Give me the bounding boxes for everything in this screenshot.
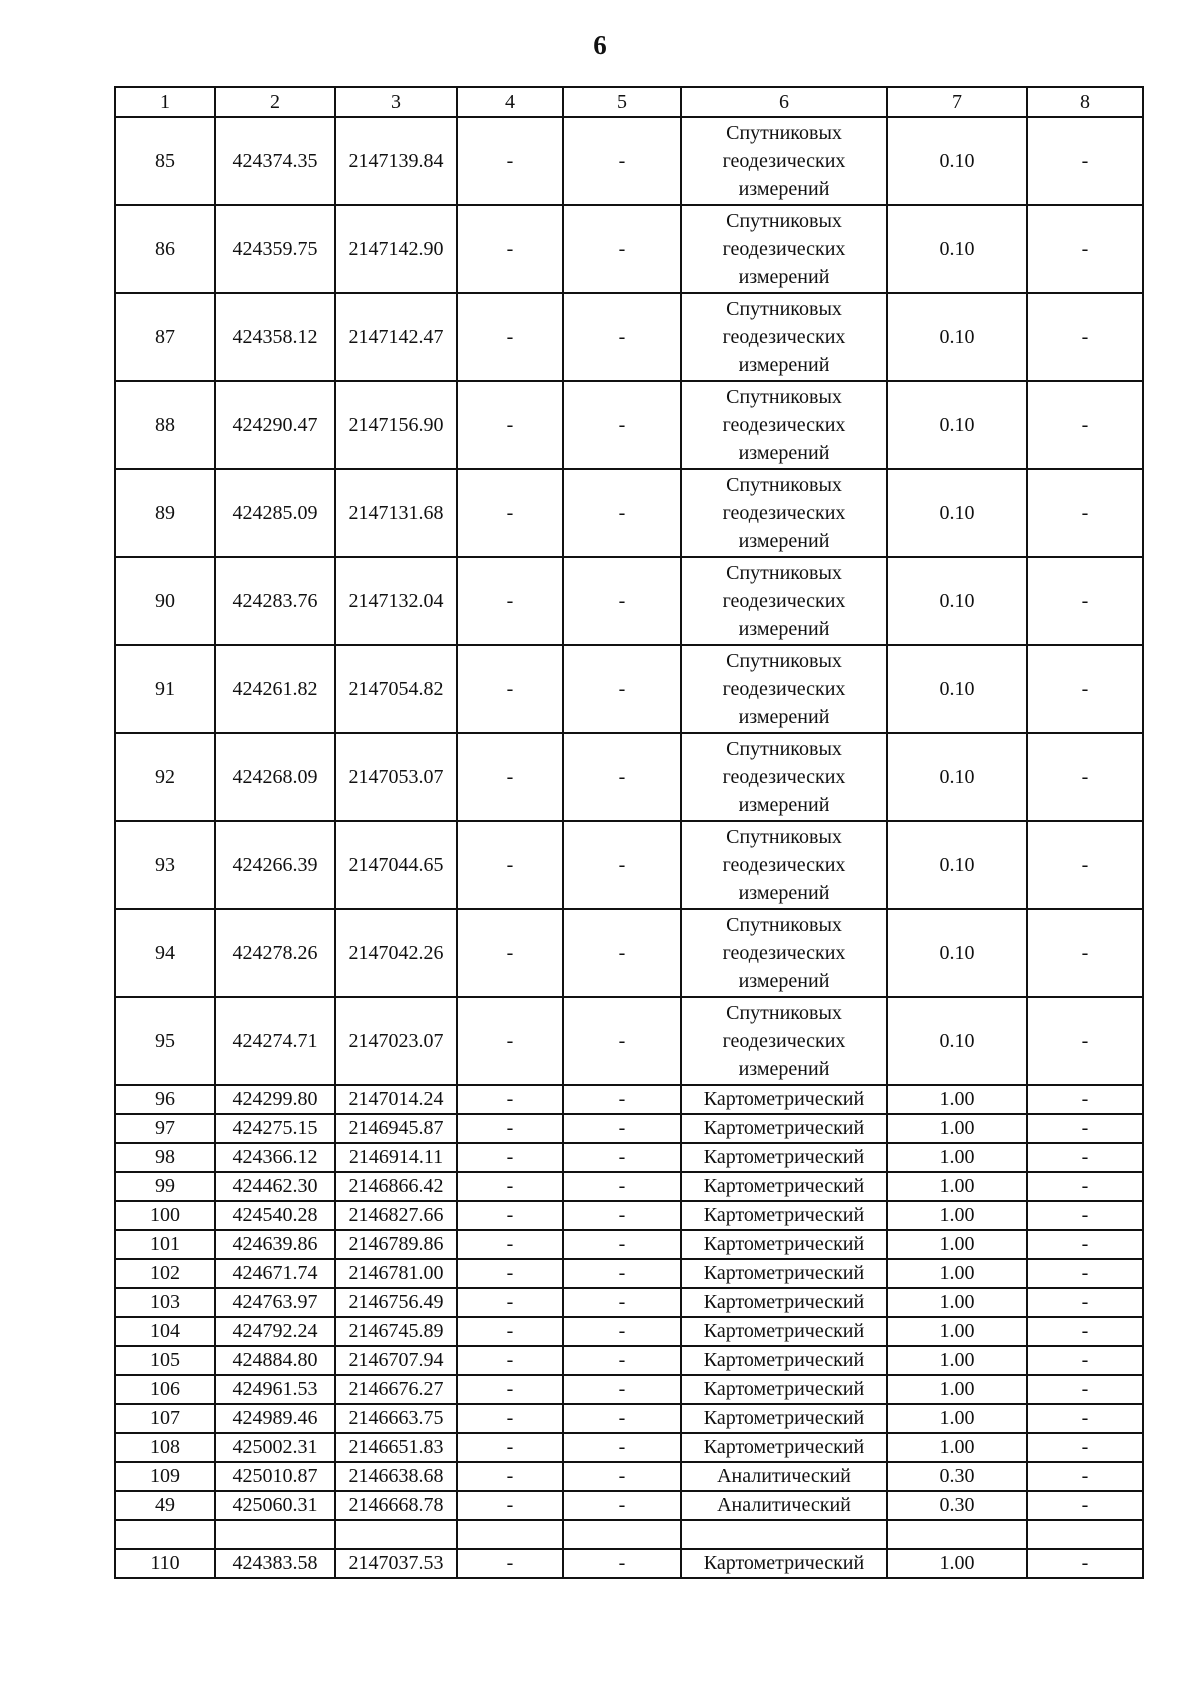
y-coordinate-cell: 2147014.24 <box>335 1085 457 1114</box>
y-coordinate-cell: 2147053.07 <box>335 733 457 821</box>
accuracy-cell: 0.30 <box>887 1491 1027 1520</box>
y-coordinate-cell: 2146707.94 <box>335 1346 457 1375</box>
col8-cell: - <box>1027 1549 1143 1578</box>
table-row <box>115 381 1143 469</box>
col5-cell: - <box>563 1549 681 1578</box>
col4-cell: - <box>457 1288 563 1317</box>
method-cell: Спутниковых геодезических измерений <box>681 557 887 645</box>
table-row <box>115 997 1143 1085</box>
point-number-cell: 95 <box>115 997 215 1085</box>
accuracy-cell: 1.00 <box>887 1114 1027 1143</box>
point-number-cell: 110 <box>115 1549 215 1578</box>
y-coordinate-cell: 2146945.87 <box>335 1114 457 1143</box>
point-number-cell: 87 <box>115 293 215 381</box>
col8-cell: - <box>1027 1114 1143 1143</box>
col5-cell: - <box>563 293 681 381</box>
x-coordinate-cell: 424671.74 <box>215 1259 335 1288</box>
method-cell: Картометрический <box>681 1143 887 1172</box>
col4-cell: - <box>457 1346 563 1375</box>
table-row <box>115 1317 1143 1346</box>
accuracy-cell: 0.10 <box>887 645 1027 733</box>
method-cell: Спутниковых геодезических измерений <box>681 909 887 997</box>
accuracy-cell: 0.10 <box>887 909 1027 997</box>
accuracy-cell: 1.00 <box>887 1085 1027 1114</box>
col8-cell: - <box>1027 821 1143 909</box>
column-header: 6 <box>681 87 887 117</box>
accuracy-cell: 0.10 <box>887 469 1027 557</box>
method-cell: Спутниковых геодезических измерений <box>681 821 887 909</box>
col8-cell: - <box>1027 293 1143 381</box>
method-cell: Картометрический <box>681 1114 887 1143</box>
method-cell: Картометрический <box>681 1172 887 1201</box>
col5-cell: - <box>563 1375 681 1404</box>
col4-cell: - <box>457 1201 563 1230</box>
point-number-cell: 98 <box>115 1143 215 1172</box>
accuracy-cell: 1.00 <box>887 1201 1027 1230</box>
col4-cell: - <box>457 1143 563 1172</box>
accuracy-cell: 1.00 <box>887 1230 1027 1259</box>
y-coordinate-cell: 2146781.00 <box>335 1259 457 1288</box>
y-coordinate-cell: 2146756.49 <box>335 1288 457 1317</box>
method-cell: Аналитический <box>681 1462 887 1491</box>
point-number-cell: 91 <box>115 645 215 733</box>
col5-cell: - <box>563 381 681 469</box>
point-number-cell: 100 <box>115 1201 215 1230</box>
col8-cell: - <box>1027 1433 1143 1462</box>
col4-cell: - <box>457 997 563 1085</box>
method-cell: Спутниковых геодезических измерений <box>681 645 887 733</box>
x-coordinate-cell: 425002.31 <box>215 1433 335 1462</box>
col5-cell: - <box>563 1143 681 1172</box>
table-row <box>115 645 1143 733</box>
col4-cell: - <box>457 1114 563 1143</box>
point-number-cell: 108 <box>115 1433 215 1462</box>
y-coordinate-cell: 2146789.86 <box>335 1230 457 1259</box>
table-row <box>115 1375 1143 1404</box>
col5-cell: - <box>563 1433 681 1462</box>
point-number-cell: 102 <box>115 1259 215 1288</box>
y-coordinate-cell: 2146745.89 <box>335 1317 457 1346</box>
x-coordinate-cell: 424763.97 <box>215 1288 335 1317</box>
method-cell: Картометрический <box>681 1288 887 1317</box>
x-coordinate-cell: 425010.87 <box>215 1462 335 1491</box>
col8-cell: - <box>1027 1143 1143 1172</box>
method-cell: Картометрический <box>681 1230 887 1259</box>
method-cell: Картометрический <box>681 1433 887 1462</box>
accuracy-cell: 1.00 <box>887 1317 1027 1346</box>
col4-cell: - <box>457 557 563 645</box>
col5-cell: - <box>563 1085 681 1114</box>
table-row <box>115 469 1143 557</box>
table-row <box>115 1143 1143 1172</box>
col8-cell: - <box>1027 1230 1143 1259</box>
col5-cell: - <box>563 469 681 557</box>
col4-cell: - <box>457 293 563 381</box>
accuracy-cell <box>887 1520 1027 1549</box>
x-coordinate-cell: 424366.12 <box>215 1143 335 1172</box>
column-header: 3 <box>335 87 457 117</box>
accuracy-cell: 1.00 <box>887 1346 1027 1375</box>
col5-cell: - <box>563 1462 681 1491</box>
table-row <box>115 1404 1143 1433</box>
col4-cell: - <box>457 205 563 293</box>
col8-cell: - <box>1027 1085 1143 1114</box>
x-coordinate-cell: 424285.09 <box>215 469 335 557</box>
table-header-row <box>115 87 1143 117</box>
accuracy-cell: 0.10 <box>887 117 1027 205</box>
x-coordinate-cell: 424884.80 <box>215 1346 335 1375</box>
method-cell <box>681 1520 887 1549</box>
accuracy-cell: 0.10 <box>887 821 1027 909</box>
x-coordinate-cell: 424961.53 <box>215 1375 335 1404</box>
col5-cell: - <box>563 1230 681 1259</box>
col5-cell: - <box>563 1346 681 1375</box>
col5-cell: - <box>563 1172 681 1201</box>
col8-cell <box>1027 1520 1143 1549</box>
point-number-cell: 97 <box>115 1114 215 1143</box>
col4-cell: - <box>457 1375 563 1404</box>
point-number-cell <box>115 1520 215 1549</box>
col5-cell: - <box>563 1317 681 1346</box>
table-row <box>115 1346 1143 1375</box>
point-number-cell: 105 <box>115 1346 215 1375</box>
method-cell: Картометрический <box>681 1346 887 1375</box>
x-coordinate-cell: 424792.24 <box>215 1317 335 1346</box>
y-coordinate-cell: 2146827.66 <box>335 1201 457 1230</box>
method-cell: Картометрический <box>681 1317 887 1346</box>
col4-cell: - <box>457 1462 563 1491</box>
table-row <box>115 1201 1143 1230</box>
col4-cell: - <box>457 909 563 997</box>
point-number-cell: 107 <box>115 1404 215 1433</box>
table-row <box>115 1085 1143 1114</box>
col4-cell: - <box>457 1172 563 1201</box>
method-cell: Спутниковых геодезических измерений <box>681 117 887 205</box>
col8-cell: - <box>1027 381 1143 469</box>
y-coordinate-cell: 2147037.53 <box>335 1549 457 1578</box>
col4-cell: - <box>457 1549 563 1578</box>
table-row <box>115 909 1143 997</box>
method-cell: Картометрический <box>681 1085 887 1114</box>
point-number-cell: 101 <box>115 1230 215 1259</box>
y-coordinate-cell: 2146668.78 <box>335 1491 457 1520</box>
col8-cell: - <box>1027 733 1143 821</box>
table-row <box>115 1114 1143 1143</box>
table-row <box>115 733 1143 821</box>
col8-cell: - <box>1027 1491 1143 1520</box>
col8-cell: - <box>1027 1375 1143 1404</box>
table-row <box>115 1433 1143 1462</box>
point-number-cell: 96 <box>115 1085 215 1114</box>
col5-cell: - <box>563 117 681 205</box>
table-row <box>115 293 1143 381</box>
col4-cell: - <box>457 1404 563 1433</box>
col4-cell: - <box>457 821 563 909</box>
table-row <box>115 1549 1143 1578</box>
point-number-cell: 90 <box>115 557 215 645</box>
method-cell: Спутниковых геодезических измерений <box>681 469 887 557</box>
accuracy-cell: 0.10 <box>887 557 1027 645</box>
accuracy-cell: 0.30 <box>887 1462 1027 1491</box>
col8-cell: - <box>1027 1201 1143 1230</box>
x-coordinate-cell: 424283.76 <box>215 557 335 645</box>
x-coordinate-cell: 424383.58 <box>215 1549 335 1578</box>
method-cell: Спутниковых геодезических измерений <box>681 293 887 381</box>
col4-cell: - <box>457 1259 563 1288</box>
accuracy-cell: 0.10 <box>887 997 1027 1085</box>
col8-cell: - <box>1027 117 1143 205</box>
method-cell: Картометрический <box>681 1259 887 1288</box>
column-header: 7 <box>887 87 1027 117</box>
y-coordinate-cell: 2146676.27 <box>335 1375 457 1404</box>
point-number-cell: 99 <box>115 1172 215 1201</box>
x-coordinate-cell: 424261.82 <box>215 645 335 733</box>
col5-cell: - <box>563 997 681 1085</box>
x-coordinate-cell: 424290.47 <box>215 381 335 469</box>
point-number-cell: 93 <box>115 821 215 909</box>
table-row <box>115 205 1143 293</box>
coordinates-table <box>114 86 1144 1579</box>
y-coordinate-cell: 2147132.04 <box>335 557 457 645</box>
x-coordinate-cell: 424540.28 <box>215 1201 335 1230</box>
y-coordinate-cell <box>335 1520 457 1549</box>
accuracy-cell: 0.10 <box>887 293 1027 381</box>
x-coordinate-cell <box>215 1520 335 1549</box>
column-header: 8 <box>1027 87 1143 117</box>
method-cell: Картометрический <box>681 1375 887 1404</box>
y-coordinate-cell: 2146866.42 <box>335 1172 457 1201</box>
x-coordinate-cell: 425060.31 <box>215 1491 335 1520</box>
column-header: 5 <box>563 87 681 117</box>
x-coordinate-cell: 424274.71 <box>215 997 335 1085</box>
col4-cell: - <box>457 117 563 205</box>
point-number-cell: 104 <box>115 1317 215 1346</box>
col4-cell: - <box>457 645 563 733</box>
x-coordinate-cell: 424266.39 <box>215 821 335 909</box>
col5-cell: - <box>563 821 681 909</box>
col5-cell: - <box>563 1259 681 1288</box>
col5-cell: - <box>563 1491 681 1520</box>
col5-cell: - <box>563 1114 681 1143</box>
col4-cell: - <box>457 1317 563 1346</box>
col4-cell: - <box>457 1491 563 1520</box>
method-cell: Картометрический <box>681 1201 887 1230</box>
x-coordinate-cell: 424359.75 <box>215 205 335 293</box>
y-coordinate-cell: 2146914.11 <box>335 1143 457 1172</box>
y-coordinate-cell: 2147142.47 <box>335 293 457 381</box>
y-coordinate-cell: 2146638.68 <box>335 1462 457 1491</box>
col8-cell: - <box>1027 1404 1143 1433</box>
y-coordinate-cell: 2146651.83 <box>335 1433 457 1462</box>
y-coordinate-cell: 2147139.84 <box>335 117 457 205</box>
x-coordinate-cell: 424278.26 <box>215 909 335 997</box>
y-coordinate-cell: 2147054.82 <box>335 645 457 733</box>
method-cell: Картометрический <box>681 1404 887 1433</box>
col8-cell: - <box>1027 645 1143 733</box>
x-coordinate-cell: 424275.15 <box>215 1114 335 1143</box>
y-coordinate-cell: 2146663.75 <box>335 1404 457 1433</box>
col4-cell: - <box>457 1085 563 1114</box>
table-row <box>115 117 1143 205</box>
table-row <box>115 1230 1143 1259</box>
accuracy-cell: 0.10 <box>887 381 1027 469</box>
accuracy-cell: 0.10 <box>887 205 1027 293</box>
accuracy-cell: 1.00 <box>887 1172 1027 1201</box>
table-row <box>115 1288 1143 1317</box>
method-cell: Картометрический <box>681 1549 887 1578</box>
method-cell: Аналитический <box>681 1491 887 1520</box>
method-cell: Спутниковых геодезических измерений <box>681 205 887 293</box>
point-number-cell: 94 <box>115 909 215 997</box>
col8-cell: - <box>1027 1317 1143 1346</box>
y-coordinate-cell: 2147142.90 <box>335 205 457 293</box>
col8-cell: - <box>1027 1172 1143 1201</box>
y-coordinate-cell: 2147042.26 <box>335 909 457 997</box>
point-number-cell: 89 <box>115 469 215 557</box>
x-coordinate-cell: 424462.30 <box>215 1172 335 1201</box>
point-number-cell: 49 <box>115 1491 215 1520</box>
x-coordinate-cell: 424268.09 <box>215 733 335 821</box>
col5-cell: - <box>563 205 681 293</box>
accuracy-cell: 1.00 <box>887 1433 1027 1462</box>
column-header: 2 <box>215 87 335 117</box>
col8-cell: - <box>1027 1462 1143 1491</box>
col5-cell: - <box>563 909 681 997</box>
col8-cell: - <box>1027 909 1143 997</box>
x-coordinate-cell: 424358.12 <box>215 293 335 381</box>
method-cell: Спутниковых геодезических измерений <box>681 381 887 469</box>
x-coordinate-cell: 424989.46 <box>215 1404 335 1433</box>
col4-cell: - <box>457 469 563 557</box>
col5-cell: - <box>563 1404 681 1433</box>
page-number: 6 <box>593 30 607 60</box>
table-row <box>115 1520 1143 1549</box>
point-number-cell: 85 <box>115 117 215 205</box>
col5-cell: - <box>563 733 681 821</box>
col4-cell: - <box>457 1433 563 1462</box>
x-coordinate-cell: 424299.80 <box>215 1085 335 1114</box>
y-coordinate-cell: 2147156.90 <box>335 381 457 469</box>
col8-cell: - <box>1027 557 1143 645</box>
table-row <box>115 1462 1143 1491</box>
x-coordinate-cell: 424374.35 <box>215 117 335 205</box>
table-row <box>115 1491 1143 1520</box>
col8-cell: - <box>1027 1259 1143 1288</box>
col8-cell: - <box>1027 469 1143 557</box>
accuracy-cell: 0.10 <box>887 733 1027 821</box>
accuracy-cell: 1.00 <box>887 1259 1027 1288</box>
point-number-cell: 88 <box>115 381 215 469</box>
x-coordinate-cell: 424639.86 <box>215 1230 335 1259</box>
table-row <box>115 1172 1143 1201</box>
point-number-cell: 86 <box>115 205 215 293</box>
col8-cell: - <box>1027 1288 1143 1317</box>
point-number-cell: 109 <box>115 1462 215 1491</box>
col8-cell: - <box>1027 205 1143 293</box>
point-number-cell: 103 <box>115 1288 215 1317</box>
col5-cell <box>563 1520 681 1549</box>
accuracy-cell: 1.00 <box>887 1143 1027 1172</box>
col8-cell: - <box>1027 1346 1143 1375</box>
method-cell: Спутниковых геодезических измерений <box>681 997 887 1085</box>
col5-cell: - <box>563 1288 681 1317</box>
accuracy-cell: 1.00 <box>887 1288 1027 1317</box>
col5-cell: - <box>563 1201 681 1230</box>
method-cell: Спутниковых геодезических измерений <box>681 733 887 821</box>
column-header: 1 <box>115 87 215 117</box>
column-header: 4 <box>457 87 563 117</box>
point-number-cell: 106 <box>115 1375 215 1404</box>
table-row <box>115 557 1143 645</box>
col4-cell <box>457 1520 563 1549</box>
col5-cell: - <box>563 645 681 733</box>
y-coordinate-cell: 2147023.07 <box>335 997 457 1085</box>
table-row <box>115 821 1143 909</box>
col4-cell: - <box>457 381 563 469</box>
point-number-cell: 92 <box>115 733 215 821</box>
y-coordinate-cell: 2147044.65 <box>335 821 457 909</box>
table-row <box>115 1259 1143 1288</box>
accuracy-cell: 1.00 <box>887 1375 1027 1404</box>
col5-cell: - <box>563 557 681 645</box>
accuracy-cell: 1.00 <box>887 1404 1027 1433</box>
accuracy-cell: 1.00 <box>887 1549 1027 1578</box>
y-coordinate-cell: 2147131.68 <box>335 469 457 557</box>
col4-cell: - <box>457 733 563 821</box>
col8-cell: - <box>1027 997 1143 1085</box>
col4-cell: - <box>457 1230 563 1259</box>
